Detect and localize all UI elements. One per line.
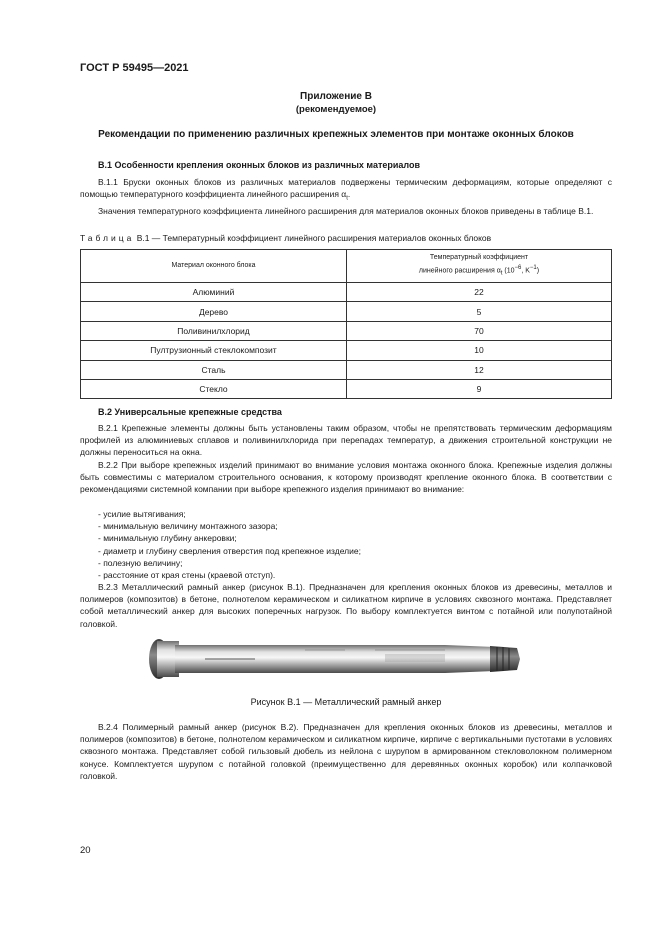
table-row [81,283,612,302]
cell-value: 70 [347,321,612,340]
section-b1-text [80,176,612,217]
metal-frame-anchor-image [145,636,525,682]
table-row [81,302,612,321]
cell-material: Дерево [81,302,347,321]
cell-material: Поливинилхлорид [81,321,347,340]
appendix-heading: Рекомендации по применению различных крепежных элементов при монтаже оконных блоков [98,129,574,140]
table-row [81,341,612,360]
paragraph-b2-3-block [80,581,612,630]
figure-caption: Рисунок В.1 — Металлический рамный анкер [250,697,442,707]
paragraph-b1-1: В.1.1 Бруски оконных блоков из различных материалов подвержены термическим деформациям, которые определяют с помощью температурного коэффициента линейного расширения $\alpha_t$. [80,177,612,202]
cell-value: 10 [347,341,612,360]
list-item: - диаметр и глубину сверления отверстия под крепежное изделие; [98,545,361,556]
cell-material: Стекло [81,379,347,398]
cell-value: 5 [347,302,612,321]
paragraph-b2-3: В.2.3 Металлический рамный анкер (рисунок В.1). Предназначен для крепления оконных блоков из древесины, металлов и полимеров (композитов) в бетоне, полнотелом керамическом и силикатном кирпиче в условиях сквозного монтажа. Представляет собой металлический анкер для высоких поперечных нагрузок. По выбору комплектуется винтом с потайной или полупотайной головкой. [80,582,612,629]
header-material: Материал оконного блока [81,250,347,283]
cell-value: 22 [347,283,612,302]
section-b1-title: В.1 Особенности крепления оконных блоков из различных материалов [98,160,421,170]
page-number: 20 [80,845,91,856]
cell-material: Сталь [81,360,347,379]
appendix-title: Приложение В [300,91,372,102]
paragraph-b2-1: В.2.1 Крепежные элементы должны быть установлены таким образом, чтобы не препятствовать термическим деформациям профилей из алюминиевых сплавов и поливинилхлорида при перепадах температур, а движения строительной конструкции не должны переноситься на окна. [80,423,612,458]
list-item: - усилие вытягивания; [98,509,186,519]
cell-value: 12 [347,360,612,379]
header-coefficient: Температурный коэффициент линейного расширения $\alpha_t$ ($10^{-6}$, $K^{-1}$) [347,250,612,283]
list-item: - полезную величину; [98,557,183,568]
cell-value: 9 [347,379,612,398]
cell-material: Алюминий [81,283,347,302]
paragraph-b1-2: Значения температурного коэффициента линейного расширения для материалов оконных блоков приведены в таблице В.1. [98,206,594,217]
table-row [81,360,612,379]
table-row [81,321,612,340]
section-b2-title: В.2 Универсальные крепежные средства [98,407,282,417]
section-b2-text [80,422,612,495]
cell-material: Пултрузионный стеклокомпозит [81,341,347,360]
paragraph-b2-4: В.2.4 Полимерный рамный анкер (рисунок В.2). Предназначен для крепления оконных блоков из древесины, металлов и полимеров (композитов) в бетоне, полнотелом керамическом и силикатном кирпиче, кирпиче с вертикальными пустотами в условиях сквозного монтажа. Представляет собой гильзовый дюбель из нейлона с шурупом в армированном стекловолокном полимерном конусе. Комплектуется шурупом с потайной головкой (преимущественно для деревянных оконных коробок) или колпачковой головкой. [80,722,612,781]
list-item: - расстояние от края стены (краевой отступ). [98,570,276,581]
list-item: - минимальную величину монтажного зазора; [98,521,278,532]
table-caption: Таблица В.1 — Температурный коэффициент линейного расширения материалов оконных блоков [80,233,492,243]
list-item: - минимальную глубину анкеровки; [98,533,237,544]
table-header-row [81,250,612,283]
fastener-criteria-list [98,508,361,581]
paragraph-b2-4-block [80,721,612,782]
paragraph-b2-2: В.2.2 При выборе крепежных изделий принимают во внимание условия монтажа оконного блока. Крепежные изделия должны быть совместимы с материалом строительного основания, к которому производят крепление оконного блока. В соответствии с рекомендациями системной компании при выборе крепежного изделия принимают во внимание: [80,459,612,495]
standard-header: ГОСТ Р 59495—2021 [80,62,189,74]
table-row [81,379,612,398]
appendix-subtitle: (рекомендуемое) [295,104,377,115]
thermal-coefficient-table [80,249,612,399]
